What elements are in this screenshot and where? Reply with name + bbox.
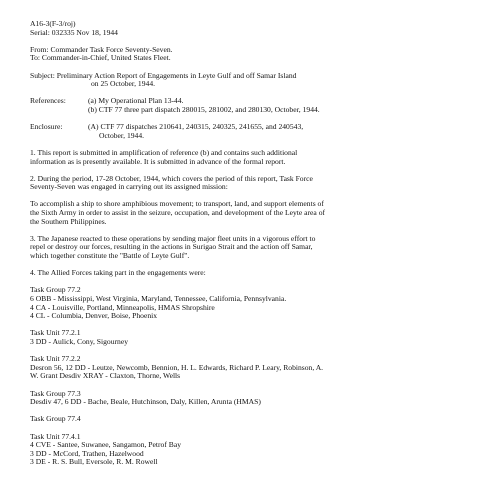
mission-line-1: To accomplish a ship to shore amphibious movement; to transport, land, and support elements of bbox=[30, 199, 324, 209]
subject-line-cont: on 25 October, 1944. bbox=[91, 79, 156, 89]
paragraph-3-line-1: 3. The Japanese reacted to these operations by sending major fleet units in a vigorous effort to bbox=[30, 233, 316, 243]
mission-line-2: the Sixth Army in order to assist in the seizure, occupation, and development of the Leyte area of bbox=[30, 208, 326, 218]
tu-77-2-2-line-2: W. Grant Desdiv XRAY - Claxton, Thorne, Wells bbox=[30, 371, 181, 381]
paragraph-4: 4. The Allied Forces taking part in the engagements were: bbox=[30, 268, 206, 278]
paragraph-3-line-2: repel or destroy our forces, resulting in the actions in Surigao Strait and the action off Samar, bbox=[30, 242, 313, 252]
tg-77-4-title: Task Group 77.4 bbox=[30, 414, 81, 424]
tu-77-4-1-escort-carriers: 4 CVE - Santee, Suwanee, Sangamon, Petrof Bay bbox=[30, 440, 181, 450]
paragraph-2-line-1: 2. During the period, 17-28 October, 1944, which covers the period of this report, Task Force bbox=[30, 173, 313, 183]
tg-77-3-title: Task Group 77.3 bbox=[30, 388, 81, 398]
paragraph-2-line-2: Seventy-Seven was engaged in carrying out its assigned mission: bbox=[30, 182, 228, 192]
tu-77-4-1-destroyers: 3 DD - McCord, Trathen, Hazelwood bbox=[30, 448, 144, 458]
subject-line: Subject: Preliminary Action Report of Engagements in Leyte Gulf and off Samar Island bbox=[30, 70, 297, 80]
enclosure-a-cont: October, 1944. bbox=[99, 130, 145, 140]
paragraph-1-line-2: information as is presently available. It is submitted in advance of the formal report. bbox=[30, 156, 286, 166]
tg-77-2-title: Task Group 77.2 bbox=[30, 285, 81, 295]
tg-77-2-light-cruisers: 4 CL - Columbia, Denver, Boise, Phoenix bbox=[30, 311, 158, 321]
tg-77-2-heavy-cruisers: 4 CA - Louisville, Portland, Minneapolis, HMAS Shropshire bbox=[30, 302, 215, 312]
enclosure-label: Enclosure: bbox=[30, 122, 63, 132]
serial-line: Serial: 032335 Nov 18, 1944 bbox=[30, 27, 118, 37]
references-block bbox=[30, 97, 475, 114]
tu-77-4-1-destroyer-escorts: 3 DE - R. S. Bull, Eversole, R. M. Rowell bbox=[30, 457, 158, 467]
reference-b: (b) CTF 77 three part dispatch 280015, 281002, and 280130, October, 1944. bbox=[88, 104, 320, 114]
to-line: To: Commander-in-Chief, United States Fleet. bbox=[30, 53, 171, 63]
tu-77-2-2-line-1: Desron 56, 12 DD - Leutze, Newcomb, Bennion, H. L. Edwards, Richard P. Leary, Robinson, A. bbox=[30, 362, 324, 372]
tu-77-2-1-title: Task Unit 77.2.1 bbox=[30, 328, 81, 338]
tg-77-3-destroyers: Desdiv 47, 6 DD - Bache, Beale, Hutchinson, Daly, Killen, Arunta (HMAS) bbox=[30, 397, 261, 407]
mission-line-3: the Southern Philippines. bbox=[30, 216, 107, 226]
from-line: From: Commander Task Force Seventy-Seven. bbox=[30, 44, 173, 54]
paragraph-3-line-3: which together constitute the "Battle of Leyte Gulf". bbox=[30, 251, 190, 261]
file-reference: A16-3(F-3/roj) bbox=[30, 19, 76, 28]
enclosure-block bbox=[30, 123, 475, 140]
enclosure-a: (A) CTF 77 dispatches 210641, 240315, 240325, 241655, and 240543, bbox=[88, 122, 304, 132]
tu-77-2-1-destroyers: 3 DD - Aulick, Cony, Sigourney bbox=[30, 336, 129, 346]
tg-77-2-battleships: 6 OBB - Mississippi, West Virginia, Maryland, Tennessee, California, Pennsylvania. bbox=[30, 294, 287, 303]
paragraph-1-line-1: 1. This report is submitted in amplification of reference (b) and contains such additional bbox=[30, 147, 298, 157]
tu-77-4-1-title: Task Unit 77.4.1 bbox=[30, 431, 81, 441]
reference-a: (a) My Operational Plan 13-44. bbox=[88, 96, 184, 106]
tu-77-2-2-title: Task Unit 77.2.2 bbox=[30, 354, 81, 364]
references-label: References: bbox=[30, 96, 66, 106]
